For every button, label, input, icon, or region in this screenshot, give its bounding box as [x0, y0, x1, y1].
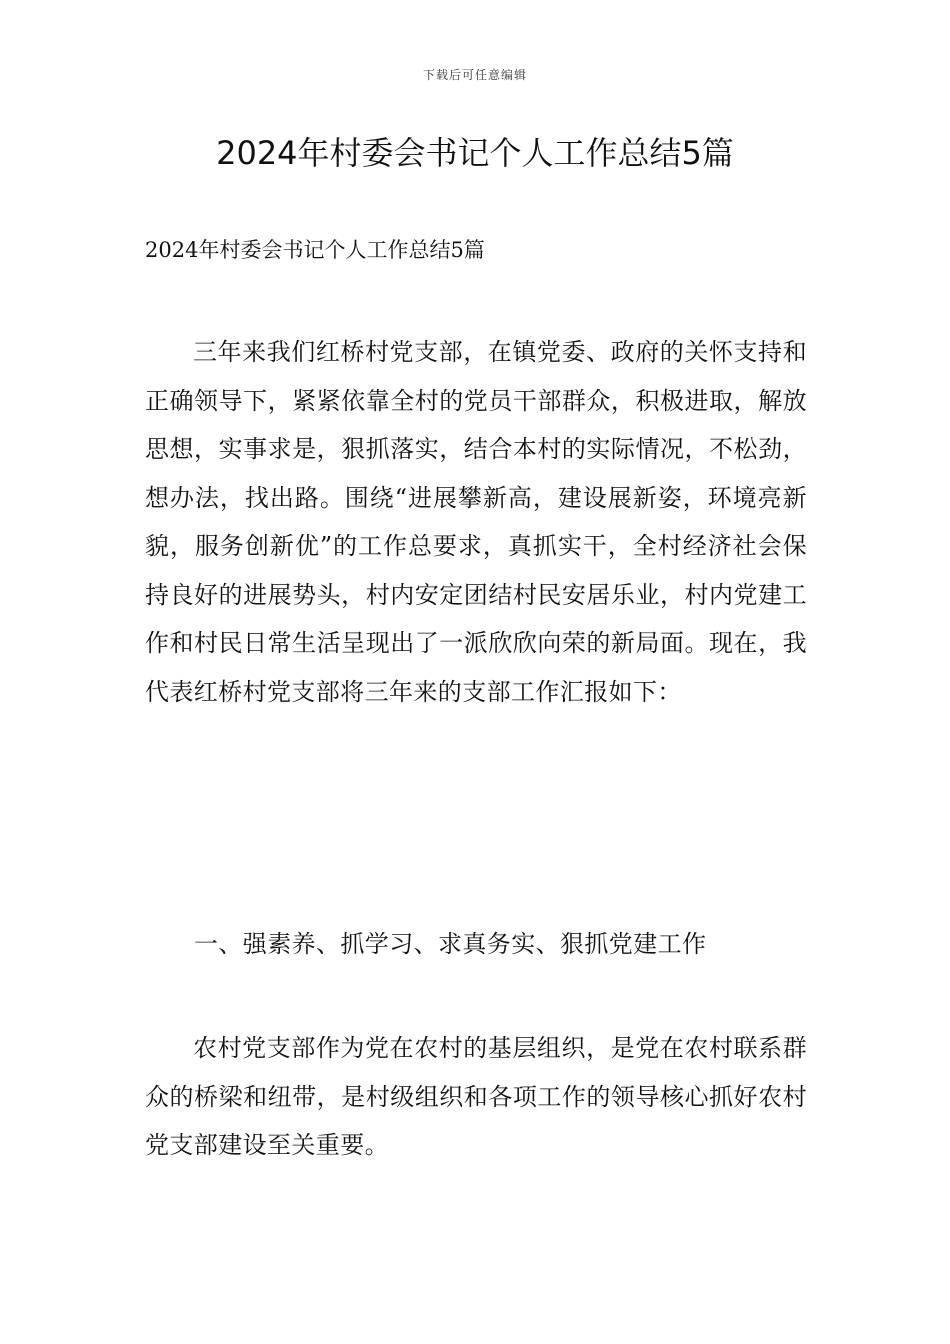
document-subtitle: 2024年村委会书记个人工作总结5篇 [145, 238, 485, 262]
section-heading-1: 一、强素养、抓学习、求真务实、狠抓党建工作 [194, 930, 707, 958]
header-note: 下载后可任意编辑 [422, 68, 527, 82]
paragraph-intro: 三年来我们红桥村党支部，在镇党委、政府的关怀支持和正确领导下，紧紧依靠全村的党员干部群众，积极进取，解放思想，实事求是，狠抓落实，结合本村的实际情况，不松劲，想办法，找出路。围绕“进展攀新高，建设展新姿，环境亮新貌，服务创新优”的工作总要求，真抓实干，全村经济社会保持良好的进展势头，村内安定团结村民安居乐业，村内党建工作和村民日常生活呈现出了一派欣欣向荣的新局面。现在，我代表红桥村党支部将三年来的支部工作汇报如下： [145, 338, 807, 706]
page-title: 2024年村委会书记个人工作总结5篇 [216, 134, 734, 172]
paragraph-section-1: 农村党支部作为党在农村的基层组织，是党在农村联系群众的桥梁和纽带，是村级组织和各项工作的领导核心抓好农村党支部建设至关重要。 [145, 1034, 807, 1159]
